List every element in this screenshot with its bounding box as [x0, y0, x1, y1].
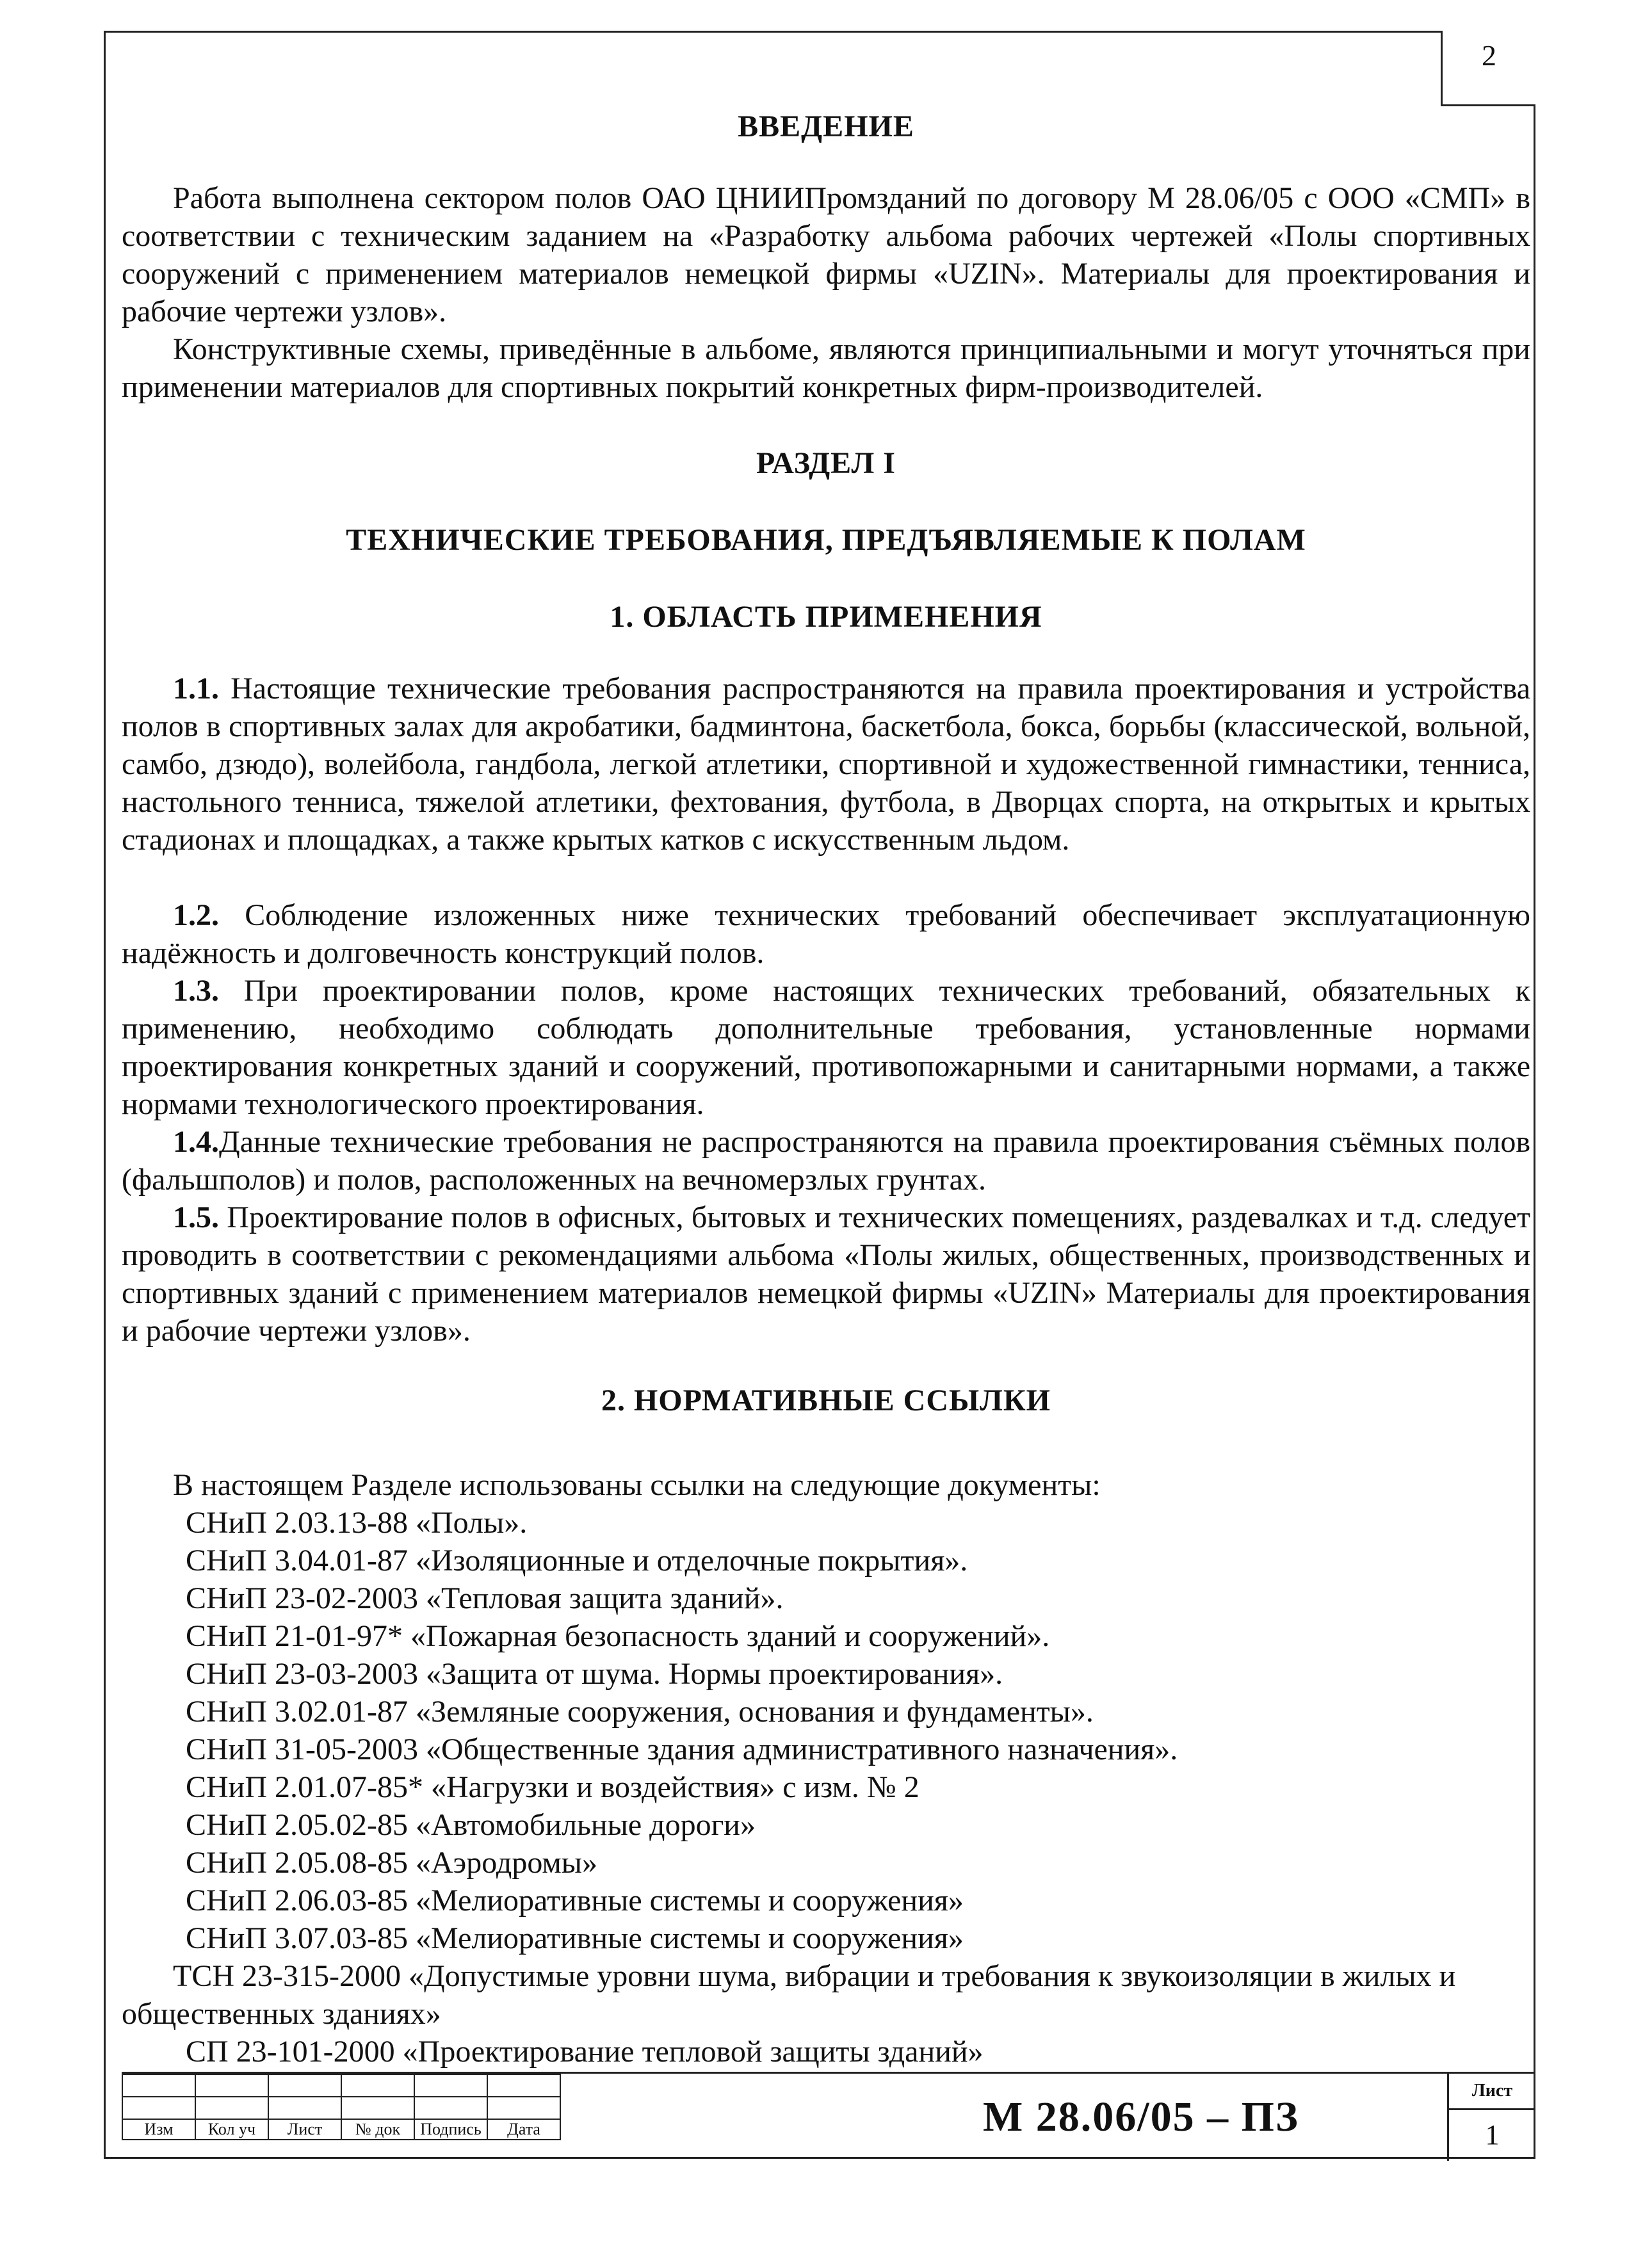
refs-intro: В настоящем Разделе использованы ссылки на следующие документы:	[173, 1468, 1101, 1502]
page-number-box	[1441, 31, 1535, 106]
ref-item: СНиП 31-05-2003 «Общественные здания административного назначения».	[186, 1732, 1178, 1766]
section-subtitle: ТЕХНИЧЕСКИЕ ТРЕБОВАНИЯ, ПРЕДЪЯВЛЯЕМЫЕ К ПОЛАМ	[346, 523, 1306, 557]
scope-item-1-5	[122, 1199, 1530, 1350]
scope-item-number: 1.1.	[173, 672, 219, 706]
ref-item-sp: СП 23-101-2000 «Проектирование тепловой защиты зданий»	[186, 2035, 984, 2069]
document-code: М 28.06/05 – ПЗ	[983, 2094, 1299, 2140]
ref-item: СНиП 21-01-97* «Пожарная безопасность зданий и сооружений».	[186, 1619, 1050, 1653]
scope-item-1-2	[122, 896, 1530, 972]
ref-item-tsn: ТСН 23-315-2000 «Допустимые уровни шума, вибрации и требования к звукоизоляции в жилых и общественных зданиях»	[122, 1959, 1456, 2031]
sheet-label: Лист	[1449, 2074, 1535, 2110]
scope-item-text: При проектировании полов, кроме настоящих технических требований, обязательных к применению, необходимо соблюдать дополнительные требования, установленные нормами проектирования конкретных зданий и сооружений, противопожарными и санитарными нормами, а также нормами технологического проектирования.	[122, 974, 1530, 1121]
scope-item-1-4	[122, 1123, 1530, 1199]
intro-paragraph-2-text: Конструктивные схемы, приведённые в альбоме, являются принципиальными и могут уточняться при применении материалов для спортивных покрытий конкретных фирм-производителей.	[122, 332, 1530, 404]
col-date: Дата	[487, 2119, 560, 2140]
scope-item-text: Проектирование полов в офисных, бытовых и технических помещениях, раздевалках и т.д. следует проводить в соответствии с рекомендациями альбома «Полы жилых, общественных, производственных и спортивных зданий с применением материалов немецкой фирмы «UZIN» Материалы для проектирования и рабочие чертежи узлов».	[122, 1200, 1530, 1348]
page-number: 2	[1482, 39, 1496, 72]
scope-heading: 1. ОБЛАСТЬ ПРИМЕНЕНИЯ	[610, 600, 1042, 634]
scope-item-1-1	[122, 670, 1530, 859]
ref-item: СНиП 2.05.02-85 «Автомобильные дороги»	[186, 1808, 756, 1842]
scope-item-text: Настоящие технические требования распространяются на правила проектирования и устройства полов в спортивных залах для акробатики, бадминтона, баскетбола, бокса, борьбы (классической, вольной, самбо, дзюдо), волейбола, гандбола, легкой атлетики, спортивной и художественной гимнастики, тенниса, настольного тенниса, тяжелой атлетики, фехтования, футбола, в Дворцах спорта, на открытых и крытых стадионах и площадках, а также крытых катков с искусственным льдом.	[122, 672, 1530, 857]
scope-item-number: 1.5.	[173, 1200, 219, 1234]
section-title: РАЗДЕЛ I	[756, 446, 896, 480]
col-list: Лист	[268, 2119, 341, 2140]
ref-item: СНиП 2.01.07-85* «Нагрузки и воздействия» с изм. № 2	[186, 1770, 919, 1804]
col-izm: Изм	[122, 2119, 195, 2140]
intro-heading: ВВЕДЕНИЕ	[738, 109, 914, 143]
refs-heading: 2. НОРМАТИВНЫЕ ССЫЛКИ	[601, 1384, 1051, 1417]
scope-item-number: 1.4.	[173, 1125, 219, 1159]
sheet-number: 1	[1485, 2119, 1500, 2151]
ref-item: СНиП 3.04.01-87 «Изоляционные и отделочные покрытия».	[186, 1544, 968, 1578]
scope-item-number: 1.2.	[173, 898, 219, 932]
intro-paragraph-1	[122, 179, 1530, 330]
intro-paragraph-1-text: Работа выполнена сектором полов ОАО ЦНИИПромзданий по договору М 28.06/05 с ООО «СМП» в соответствии с техническим заданием на «Разработку альбома рабочих чертежей «Полы спортивных сооружений с применением материалов немецкой фирмы «UZIN». Материалы для проектирования и рабочие чертежи узлов».	[122, 181, 1530, 328]
ref-item: СНиП 23-02-2003 «Тепловая защита зданий».	[186, 1581, 784, 1615]
title-block	[122, 2072, 1535, 2159]
ref-item: СНиП 23-03-2003 «Защита от шума. Нормы проектирования».	[186, 1657, 1003, 1691]
scope-item-text: Соблюдение изложенных ниже технических требований обеспечивает эксплуатационную надёжность и долговечность конструкций полов.	[122, 898, 1530, 970]
ref-item: СНиП 2.03.13-88 «Полы».	[186, 1506, 528, 1540]
col-signature: Подпись	[414, 2119, 487, 2140]
ref-item: СНиП 2.06.03-85 «Мелиоративные системы и сооружения»	[186, 1884, 964, 1917]
ref-item: СНиП 3.07.03-85 «Мелиоративные системы и сооружения»	[186, 1921, 964, 1955]
col-kol-uch: Кол уч	[195, 2119, 268, 2140]
scope-item-text: Данные технические требования не распространяются на правила проектирования съёмных полов (фальшполов) и полов, расположенных на вечномерзлых грунтах.	[122, 1125, 1530, 1197]
refs-list	[122, 1466, 1530, 2070]
sheet-cell	[1447, 2074, 1535, 2161]
intro-paragraph-2	[122, 330, 1530, 406]
ref-item: СНиП 3.02.01-87 «Земляные сооружения, основания и фундаменты».	[186, 1695, 1094, 1729]
revision-table	[122, 2074, 561, 2140]
col-doc-number: № док	[341, 2119, 414, 2140]
ref-item: СНиП 2.05.08-85 «Аэродромы»	[186, 1846, 598, 1880]
scope-item-number: 1.3.	[173, 974, 219, 1008]
scope-item-1-3	[122, 972, 1530, 1123]
